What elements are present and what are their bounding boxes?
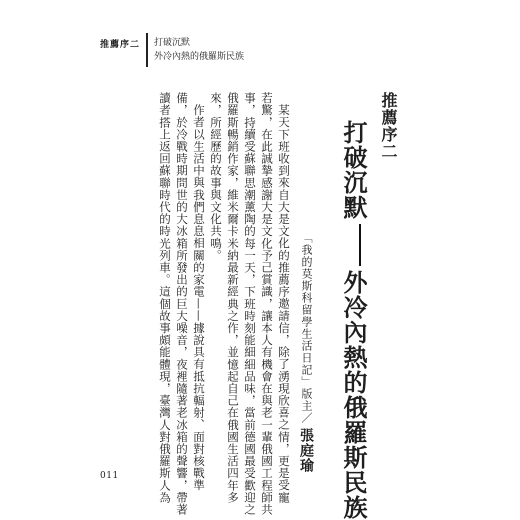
title-dash bbox=[359, 224, 361, 266]
body-line: 備，於冷戰時期問世的大冰箱所發出的巨大噪音，夜裡隨著老冰箱的聲響，帶著 bbox=[175, 92, 189, 516]
body-line: 讀者搭上返回蘇聯時代的時光列車。這個故事頗能體現，臺灣人對俄羅斯人為 bbox=[158, 92, 172, 504]
recommendation-label: 推薦序二 bbox=[379, 92, 398, 160]
running-header-subtitle: 外冷內熱的俄羅斯民族 bbox=[154, 52, 245, 62]
chapter-title-block bbox=[336, 92, 400, 520]
chapter-title bbox=[336, 120, 371, 520]
body-line: 作者以生活中與我們息息相關的家電——據說具有抵抗輻射、面對核戰準 bbox=[192, 104, 206, 492]
byline-blog: 「我的莫斯科留學生活日記」版主／ bbox=[300, 232, 313, 424]
chapter-title-part1: 打破沉默 bbox=[339, 120, 368, 220]
running-header-label: 推薦序二 bbox=[100, 40, 141, 50]
byline-author: 張庭瑜 bbox=[298, 428, 314, 473]
body-line: 事，持續受蘇聯思潮薰陶的每一天，下班時刻能細細品味，當前德國最受歡迎之 bbox=[243, 92, 257, 516]
header-divider bbox=[146, 33, 148, 67]
byline bbox=[296, 232, 316, 473]
body-line: 若驚，在此誠摯感謝大是文化予己賞識，讓本人有機會在與老一輩俄國工程師共 bbox=[260, 92, 274, 516]
running-header-title: 打破沉默 bbox=[154, 38, 191, 48]
running-header-titles bbox=[154, 36, 244, 64]
body-line: 俄羅斯暢銷作家，維米爾卡米納最新經典之作，並憶起自己在俄國生活四年多 bbox=[226, 92, 240, 504]
chapter-title-part2: 外冷內熱的俄羅斯民族 bbox=[339, 270, 368, 520]
body-text bbox=[156, 92, 292, 516]
body-line: 來，所經歷的故事與文化共鳴。 bbox=[209, 92, 223, 262]
body-line: 某天下班收到來自大是文化的推薦序邀請信，除了湧現欣喜之情，更是受寵 bbox=[277, 104, 291, 504]
page-number: 011 bbox=[100, 471, 119, 481]
